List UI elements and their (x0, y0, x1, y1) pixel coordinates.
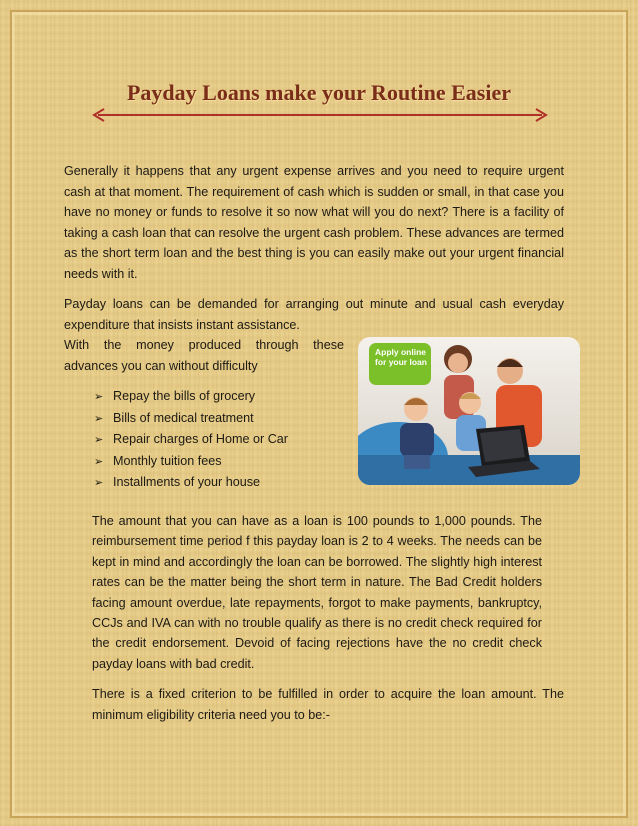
title-underline-arrow (90, 107, 550, 123)
benefits-list (94, 386, 288, 494)
usage-paragraph: Payday loans can be demanded for arranging out minute and usual cash everyday expenditure that insists instant assistance. (64, 297, 564, 332)
arrow-bullet-icon: ➢ (94, 391, 104, 403)
page-title: Payday Loans make your Routine Easier (126, 80, 511, 105)
arrow-bullet-icon: ➢ (94, 434, 104, 446)
list-item: ➢ Installments of your house (94, 472, 288, 494)
apply-online-badge: Apply online for your loan (369, 343, 431, 385)
list-item: ➢ Repay the bills of grocery (94, 386, 288, 408)
arrow-bullet-icon: ➢ (94, 412, 104, 425)
loan-details-paragraph: The amount that you can have as a loan is 100 pounds to 1,000 pounds. The reimbursement time period f this payday loan is 2 to 4 weeks. The needs can be kept in mind and accordingly the loan can be borrowed. The slightly high interest rates can be the matter being the short term in nature. The Bad Credit holders facing amount overdue, late repayments, forgot to make payments, bankruptcy, CCJs and IVA can with no trouble qualify as there is no credit check required for the credit endorsement. Devoid of facing rejections have the no credit check payday loans with bad credit. (92, 514, 542, 671)
arrow-bullet-icon: ➢ (94, 455, 104, 468)
arrow-bullet-icon: ➢ (94, 477, 104, 489)
list-item: ➢ Bills of medical treatment (94, 408, 288, 430)
list-item: ➢ Repair charges of Home or Car (94, 429, 288, 451)
list-item: ➢ Monthly tuition fees (94, 451, 288, 473)
eligibility-paragraph: There is a fixed criterion to be fulfilled in order to acquire the loan amount. The minimum eligibility criteria need you to be:- (92, 687, 564, 722)
intro-paragraph: Generally it happens that any urgent expense arrives and you need to require urgent cash at that moment. The requirement of cash which is sudden or small, in that case you have no money or funds to resolve it so now what will you do next? There is a facility of taking a cash loan that can resolve the urgent cash problem. These advances are termed as the short term loan and the best thing is you can easily make out your urgent financial needs with it. (64, 164, 564, 281)
advances-paragraph: With the money produced through these advances you can without difficulty (64, 338, 344, 373)
